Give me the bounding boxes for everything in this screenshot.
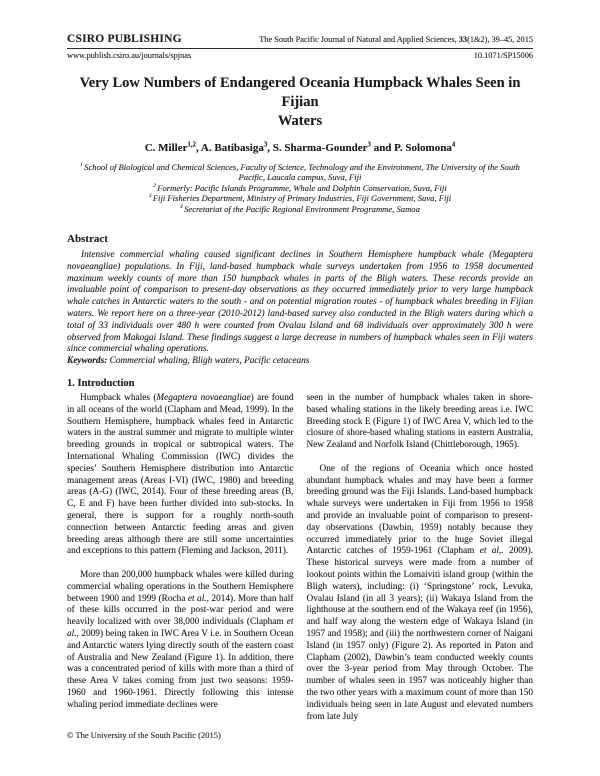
publisher-name: CSIRO PUBLISHING: [67, 33, 182, 45]
column-left: [67, 393, 294, 723]
paper-title: [67, 74, 533, 131]
paper-title-line2: Waters: [277, 113, 323, 129]
affiliation-4: $^4$ Secretariat of the Pacific Regional Environment Programme, Samoa: [180, 203, 420, 214]
affiliation-3: $^3$ Fiji Fisheries Department, Ministry of Primary Industries, Fiji Government, Suva, Fiji: [148, 193, 452, 204]
column-right: [307, 393, 534, 723]
keywords-line: Keywords: Commercial whaling, Bligh waters, Pacific cetaceans: [67, 356, 310, 367]
intro-paragraph-1: Humpback whales (Megaptera novaeangliae) are found in all oceans of the world (Clapham and Mead, 1999). In the Southern Hemisphere, humpback whales feed in Antarctic waters in the austral summer and migrate to multiple winter breeding grounds in tropical or subtropical waters. The International Whaling Commission (IWC) divides the species’ Southern Hemisphere distribution into Antarctic management areas (Areas I-VI) (IWC, 1980) and breeding areas (A-G) (IWC, 2014). Four of these breeding areas (B, C, E and F) have been further divided into sub-stocks. In general, there is support for a roughly north-south connection between Antarctic feeding areas and given breeding areas although there are still some uncertainties and exceptions to this pattern (Fleming and Jackson, 2011).: [67, 393, 294, 557]
journal-header: [67, 33, 533, 49]
intro-heading: 1. Introduction: [67, 378, 135, 389]
footer-copyright: © The University of the South Pacific (2015): [67, 730, 221, 740]
affiliations-block: [67, 162, 533, 214]
publisher-url: www.publish.csiro.au/journals/spjnas: [67, 51, 192, 60]
affiliation-1: $^1$ School of Biological and Chemical Sciences, Faculty of Science, Technology and the Environment, The University of the South Pacific, Laucala campus, Suva, Fiji: [80, 162, 520, 183]
journal-subheader: [67, 49, 533, 60]
paper-title-line1: Very Low Numbers of Endangered Oceania Humpback Whales Seen in Fijian: [79, 75, 521, 110]
abstract-heading: Abstract: [67, 233, 108, 246]
intro-paragraph-2-continuation: seen in the number of humpback whales taken in shore-based whaling stations in the likely breeding areas i.e. IWC Breeding stock E (Figure 1) of IWC Area V, which led to the closure of shore-based whaling stations in eastern Australia, New Zealand and Norfolk Island (Chittleborough, 1965).: [306, 393, 533, 451]
affiliation-2: $^2$ Formerly: Pacific Islands Programme, Whale and Dolphin Conservation, Suva, Fiji: [153, 182, 447, 193]
authors-line: C. Miller$^{1,2}$, A. Batibasiga$^3$, S. Sharma-Gounder$^3$ and P. Solomona$^4$: [144, 141, 456, 154]
intro-paragraph-2: More than 200,000 humpback whales were killed during commercial whaling operations in the Southern Hemisphere between 1900 and 1999 (Rocha et al., 2014). More than half of these kills occurred in the post-war period and were heavily localized with over 38,000 individuals (Clapham et al., 2009) being taken in IWC Area V i.e. in Southern Ocean and Antarctic waters lying directly south of the eastern coast of Australia and New Zealand (Figure 1). In addition, there was a concentrated period of kills with more than a third of these Area V takes coming from just two seasons: 1959-1960 and 1960-1961. Directly following this intense whaling period immediate declines were: [67, 569, 294, 710]
doi: 10.1071/SP15006: [473, 51, 533, 60]
journal-citation: The South Pacific Journal of Natural and Applied Sciences, 33(1&2), 39–45, 2015: [259, 35, 533, 44]
intro-paragraph-3: One of the regions of Oceania which once hosted abundant humpback whales and may have been a former breeding ground was the Fiji Islands. Land-based humpback whale surveys were undertaken in Fiji from 1956 to 1958 and provide an invaluable point of comparison to present-day observations (Dawbin, 1959) notably because they occurred immediately prior to the huge Soviet illegal Antarctic catches of 1959-1961 (Clapham et al,. 2009). These historical surveys were made from a number of lookout points within the Lomaiviti island group (within the Bligh waters), including: (i) ‘Springstone’ rock, Levuka, Ovalau Island (in all 3 years); (ii) Wakaya Island from the lighthouse at the southern end of the Wakaya reef (in 1956), and half way along the western edge of Wakaya Island (in 1957 and 1958); and (iii) the northwestern corner of Naigani Island (in 1957 only) (Figure 2). As reported in Paton and Clapham (2002), Dawbin’s team conducted weekly counts over the 3-year period from May through October. The number of whales seen in 1957 was noticeably higher than the two other years with a maximum count of more than 150 individuals being seen in late August and elevated numbers from late July: [306, 463, 533, 722]
abstract-body: Intensive commercial whaling caused significant declines in Southern Hemisphere humpback whale (Megaptera novaeangliae) populations. In Fiji, land-based humpback whale surveys undertaken from 1956 to 1958 documented maximum weekly counts of more than 150 humpback whales in parts of the Bligh waters. These records provide an invaluable point of comparison to present-day observations as they occurred immediately prior to very large humpback whale catches in Antarctic waters to the south - and on potential migration routes - of humpback whales breeding in Fijian waters. We report here on a three-year (2010-2012) land-based survey also conducted in the Bligh waters during which a total of 33 individuals over 480 h were counted from Ovalau Island and 68 individuals over approximately 300 h were observed from Makogai Island. These findings suggest a large decrease in numbers of humpback whales seen in Fiji waters since commercial whaling operations.: [67, 250, 533, 355]
two-column-body: [67, 393, 533, 723]
